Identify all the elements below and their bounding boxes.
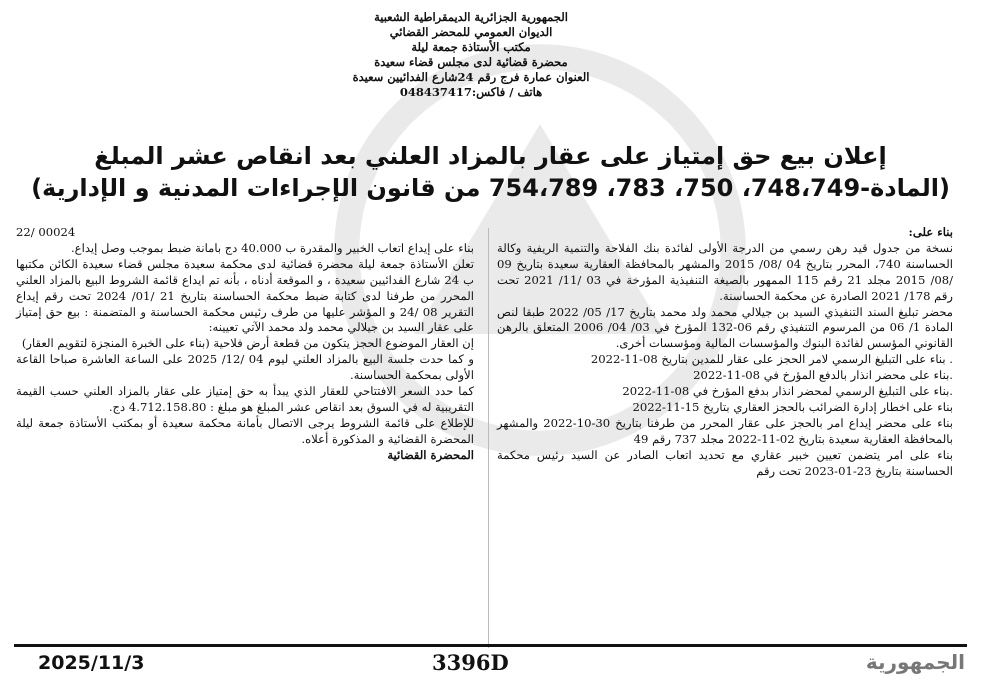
- header-line: محضرة قضائية لدى مجلس قضاء سعيدة: [374, 55, 568, 69]
- header-line: الديوان العمومي للمحضر القضائي: [389, 25, 553, 39]
- paragraph: بناء على امر يتضمن تعيين خبير عقاري مع تحديد اتعاب الصادر عن السيد رئيس محكمة الحساسنة بتاريخ 23-01-2023 تحت رقم: [497, 447, 953, 478]
- announcement-number: 3396D: [432, 650, 509, 675]
- signature: المحضرة القضائية: [387, 447, 474, 462]
- paragraph: للإطلاع على قائمة الشروط يرجى الاتصال بأمانة محكمة سعيدة أو بمكتب الأستاذة جمعة ليلة المحضرة القضائية و المذكورة أعلاه.: [16, 415, 474, 446]
- paragraph: بناء على إيداع اتعاب الخبير والمقدرة ب 40.000 دج بامانة ضبط بموجب وصل إيداع.: [71, 240, 474, 255]
- paragraph: و كما حدت جلسة البيع بالمزاد العلني ليوم 04 /12/ 2025 على الساعة العاشرة صباحا القاعة الأولى بمحكمة الحساسنة.: [16, 352, 474, 383]
- paragraph: .بناء على محضر انذار بالدفع المؤرخ في 08-11-2022: [693, 368, 953, 383]
- paragraph: بناء على اخطار إدارة الضرائب بالحجز العقاري بتاريخ 15-11-2022: [632, 399, 953, 414]
- header-contact: هاتف / فاكس:048437417: [399, 85, 543, 99]
- issuer-header: [341, 10, 601, 100]
- column-divider: [488, 228, 489, 648]
- column-heading: بناء على:: [908, 225, 953, 239]
- publication-date: 2025/11/3: [38, 652, 145, 674]
- paragraph: . بناء على التبليغ الرسمي لامر الحجز على عقار للمدين بتاريخ 08-11-2022: [590, 352, 953, 367]
- newspaper-logo: الجمهورية: [865, 650, 965, 674]
- reference-number: 22/ 00024: [16, 225, 76, 239]
- header-line: مكتب الأستاذة جمعة ليلة: [411, 40, 531, 54]
- title-line-1: إعلان بيع حق إمتياز على عقار بالمزاد العلني بعد انقاص عشر المبلغ: [94, 142, 887, 170]
- footer-rule: [14, 644, 967, 647]
- paragraph: تعلن الأستاذة جمعة ليلة محضرة قضائية لدى محكمة سعيدة مجلس قضاء سعيدة الكائن مكتبها ب 24 شارع الفدائيين سعيدة ، و الموقعة أدناه ، بأنه تم ايداع قائمة الشروط البيع بالمزاد العلني المحرر من طرفنا لدى كتابة ضبط محكمة الحساسنة بتاريخ 21 /01/ 2024 تحت رقم إيداع التقرير 08 /24 و المؤشر عليها من طرف رئيس محكمة الحساسنة و المتضمنة : بيع حق إمتياز على عقار السيد بن جيلالي محمد ولد محمد الآتي تعيينه:: [16, 256, 475, 335]
- paragraph: محضر تبليغ السند التنفيذي السيد بن جيلالي محمد ولد محمد بتاريخ 17/ 05/ 2022 طبقا لنص المادة 1/ 06 من المرسوم التنفيذي رقم 06-132 المؤرخ في 03/ 04/ 2006 المتعلق بالرهن القانوني المؤسس لفائدة البنوك والمؤسسات المالية ومؤسسات أخرى.: [497, 304, 954, 351]
- announcement-title: [30, 140, 951, 204]
- header-line: العنوان عمارة فرج رقم 24شارع الفدائيين سعيدة: [352, 70, 590, 84]
- page-footer: [0, 640, 981, 684]
- paragraph: بناء على محضر إيداع امر بالحجز على عقار المحرر من طرفنا بتاريخ 30-10-2022 والمشهر بالمحافظة العقارية سعيدة بتاريخ 02-11-2022 مجلد 737 رقم 49: [497, 415, 953, 446]
- paragraph: .بناء على التبليغ الرسمي لمحضر انذار بدفع المؤرخ في 08-11-2022: [622, 384, 953, 399]
- paragraph: إن العقار الموضوع الحجز يتكون من قطعة أرض فلاحية (بناء على الخبرة المنجزة لتقويم العقار): [21, 336, 474, 351]
- right-column: [497, 225, 953, 480]
- header-line: الجمهورية الجزائرية الديمقراطية الشعبية: [374, 10, 568, 24]
- left-column: [16, 225, 474, 464]
- paragraph: نسخة من جدول قيد رهن رسمي من الدرجة الأولى لفائدة بنك الفلاحة والتنمية الريفية وكالة الحساسنة 740، المحرر بتاريخ 04 /08/ 2015 والمشهر بالمحافظة العقارية سعيدة بتاريخ 09 /08/ 2015 مجلد 21 رقم 115 الممهور بالصيغة التنفيذية المؤرخة في 03 /11/ 2021 تحت رقم 178/ 2021 الصادرة عن محكمة الحساسنة.: [497, 240, 954, 303]
- paragraph: كما حدد السعر الافتتاحي للعقار الذي يبدأ به حق إمتياز على عقار بالمزاد العلني حسب القيمة التقريبية له في السوق بعد انقاص عشر المبلغ هو مبلغ : 4.712.158.80 دج.: [16, 384, 474, 414]
- title-line-2: (المادة-748،749، 750، 783، 754،789 من قانون الإجراءات المدنية و الإدارية): [31, 174, 950, 202]
